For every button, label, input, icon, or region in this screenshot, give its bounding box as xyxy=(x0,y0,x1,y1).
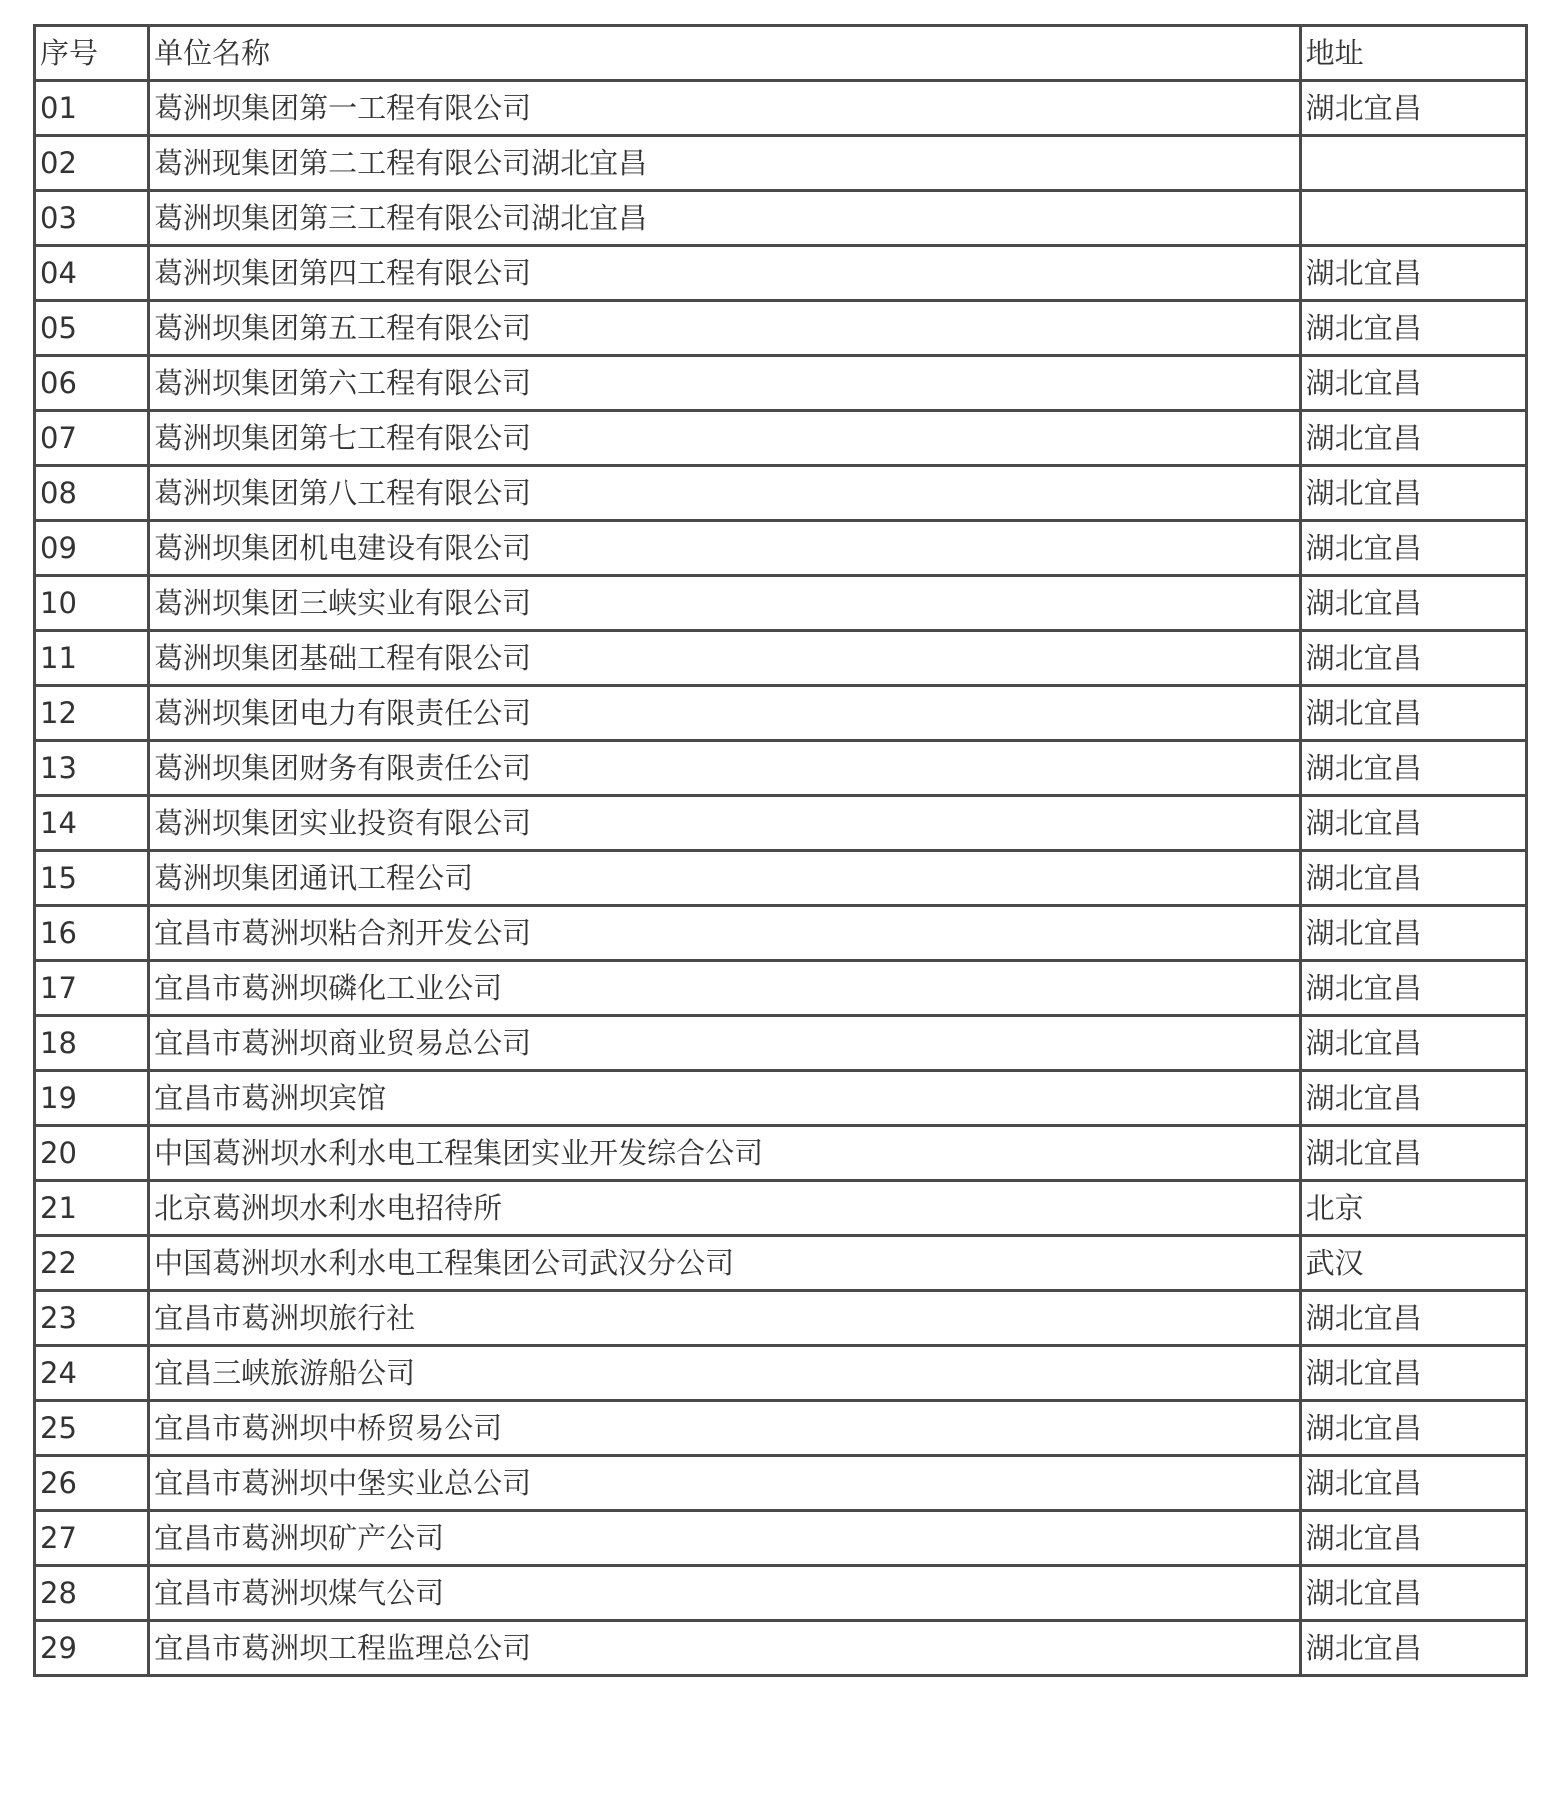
serial-number-cell: 02 xyxy=(35,136,149,191)
unit-name-cell: 葛洲坝集团第一工程有限公司 xyxy=(149,81,1301,136)
unit-name-cell: 宜昌市葛洲坝粘合剂开发公司 xyxy=(149,906,1301,961)
address-cell: 湖北宜昌 xyxy=(1300,906,1526,961)
table-row xyxy=(35,191,1527,246)
serial-number-cell: 17 xyxy=(35,961,149,1016)
units-table xyxy=(33,24,1528,1677)
address-cell: 湖北宜昌 xyxy=(1300,411,1526,466)
address-cell: 北京 xyxy=(1300,1181,1526,1236)
unit-name-cell: 宜昌市葛洲坝中堡实业总公司 xyxy=(149,1456,1301,1511)
serial-number-cell: 29 xyxy=(35,1621,149,1676)
address-cell xyxy=(1300,191,1526,246)
unit-name-cell: 宜昌市葛洲坝宾馆 xyxy=(149,1071,1301,1126)
unit-name-cell: 葛洲坝集团实业投资有限公司 xyxy=(149,796,1301,851)
serial-number-cell: 26 xyxy=(35,1456,149,1511)
serial-number-cell: 14 xyxy=(35,796,149,851)
unit-name-cell: 葛洲坝集团第四工程有限公司 xyxy=(149,246,1301,301)
header-unit-name: 单位名称 xyxy=(149,26,1301,81)
address-cell: 湖北宜昌 xyxy=(1300,796,1526,851)
serial-number-cell: 20 xyxy=(35,1126,149,1181)
table-row xyxy=(35,136,1527,191)
serial-number-cell: 06 xyxy=(35,356,149,411)
address-cell: 湖北宜昌 xyxy=(1300,686,1526,741)
serial-number-cell: 16 xyxy=(35,906,149,961)
table-row xyxy=(35,631,1527,686)
serial-number-cell: 03 xyxy=(35,191,149,246)
serial-number-cell: 28 xyxy=(35,1566,149,1621)
serial-number-cell: 10 xyxy=(35,576,149,631)
table-row xyxy=(35,576,1527,631)
serial-number-cell: 07 xyxy=(35,411,149,466)
address-cell: 湖北宜昌 xyxy=(1300,1401,1526,1456)
address-cell: 湖北宜昌 xyxy=(1300,1511,1526,1566)
table-row xyxy=(35,686,1527,741)
unit-name-cell: 葛洲坝集团三峡实业有限公司 xyxy=(149,576,1301,631)
table-row xyxy=(35,961,1527,1016)
serial-number-cell: 08 xyxy=(35,466,149,521)
unit-name-cell: 宜昌三峡旅游船公司 xyxy=(149,1346,1301,1401)
table-row xyxy=(35,301,1527,356)
table-row xyxy=(35,906,1527,961)
unit-name-cell: 葛洲坝集团第八工程有限公司 xyxy=(149,466,1301,521)
unit-name-cell: 宜昌市葛洲坝商业贸易总公司 xyxy=(149,1016,1301,1071)
table-row xyxy=(35,1071,1527,1126)
address-cell: 湖北宜昌 xyxy=(1300,1346,1526,1401)
address-cell: 湖北宜昌 xyxy=(1300,1456,1526,1511)
address-cell: 湖北宜昌 xyxy=(1300,1071,1526,1126)
serial-number-cell: 04 xyxy=(35,246,149,301)
table-row xyxy=(35,1456,1527,1511)
serial-number-cell: 25 xyxy=(35,1401,149,1456)
unit-name-cell: 葛洲坝集团第三工程有限公司湖北宜昌 xyxy=(149,191,1301,246)
unit-name-cell: 中国葛洲坝水利水电工程集团实业开发综合公司 xyxy=(149,1126,1301,1181)
address-cell: 湖北宜昌 xyxy=(1300,81,1526,136)
address-cell: 湖北宜昌 xyxy=(1300,356,1526,411)
address-cell: 湖北宜昌 xyxy=(1300,1126,1526,1181)
serial-number-cell: 23 xyxy=(35,1291,149,1346)
serial-number-cell: 21 xyxy=(35,1181,149,1236)
address-cell xyxy=(1300,136,1526,191)
table-row xyxy=(35,1291,1527,1346)
unit-name-cell: 北京葛洲坝水利水电招待所 xyxy=(149,1181,1301,1236)
address-cell: 湖北宜昌 xyxy=(1300,521,1526,576)
unit-name-cell: 宜昌市葛洲坝煤气公司 xyxy=(149,1566,1301,1621)
unit-name-cell: 葛洲坝集团第六工程有限公司 xyxy=(149,356,1301,411)
table-row xyxy=(35,741,1527,796)
serial-number-cell: 09 xyxy=(35,521,149,576)
table-row xyxy=(35,411,1527,466)
address-cell: 湖北宜昌 xyxy=(1300,1291,1526,1346)
table-row xyxy=(35,356,1527,411)
unit-name-cell: 宜昌市葛洲坝旅行社 xyxy=(149,1291,1301,1346)
unit-name-cell: 葛洲坝集团第七工程有限公司 xyxy=(149,411,1301,466)
address-cell: 湖北宜昌 xyxy=(1300,246,1526,301)
table-row xyxy=(35,521,1527,576)
table-row xyxy=(35,851,1527,906)
table-row xyxy=(35,1181,1527,1236)
address-cell: 湖北宜昌 xyxy=(1300,466,1526,521)
unit-name-cell: 葛洲现集团第二工程有限公司湖北宜昌 xyxy=(149,136,1301,191)
serial-number-cell: 19 xyxy=(35,1071,149,1126)
address-cell: 湖北宜昌 xyxy=(1300,741,1526,796)
table-row xyxy=(35,1621,1527,1676)
serial-number-cell: 12 xyxy=(35,686,149,741)
unit-name-cell: 宜昌市葛洲坝磷化工业公司 xyxy=(149,961,1301,1016)
table-row xyxy=(35,1016,1527,1071)
table-row xyxy=(35,1401,1527,1456)
address-cell: 湖北宜昌 xyxy=(1300,1016,1526,1071)
unit-name-cell: 葛洲坝集团财务有限责任公司 xyxy=(149,741,1301,796)
unit-name-cell: 中国葛洲坝水利水电工程集团公司武汉分公司 xyxy=(149,1236,1301,1291)
header-address: 地址 xyxy=(1300,26,1526,81)
serial-number-cell: 11 xyxy=(35,631,149,686)
address-cell: 湖北宜昌 xyxy=(1300,1621,1526,1676)
serial-number-cell: 18 xyxy=(35,1016,149,1071)
table-row xyxy=(35,1566,1527,1621)
serial-number-cell: 13 xyxy=(35,741,149,796)
unit-name-cell: 葛洲坝集团基础工程有限公司 xyxy=(149,631,1301,686)
unit-name-cell: 宜昌市葛洲坝矿产公司 xyxy=(149,1511,1301,1566)
table-row xyxy=(35,246,1527,301)
address-cell: 湖北宜昌 xyxy=(1300,576,1526,631)
address-cell: 湖北宜昌 xyxy=(1300,1566,1526,1621)
table-row xyxy=(35,796,1527,851)
header-serial-number: 序号 xyxy=(35,26,149,81)
table-header-row xyxy=(35,26,1527,81)
table-row xyxy=(35,1346,1527,1401)
table-row xyxy=(35,466,1527,521)
table-row xyxy=(35,1511,1527,1566)
serial-number-cell: 05 xyxy=(35,301,149,356)
address-cell: 湖北宜昌 xyxy=(1300,961,1526,1016)
unit-name-cell: 宜昌市葛洲坝工程监理总公司 xyxy=(149,1621,1301,1676)
serial-number-cell: 24 xyxy=(35,1346,149,1401)
serial-number-cell: 01 xyxy=(35,81,149,136)
unit-name-cell: 葛洲坝集团第五工程有限公司 xyxy=(149,301,1301,356)
address-cell: 湖北宜昌 xyxy=(1300,301,1526,356)
serial-number-cell: 15 xyxy=(35,851,149,906)
serial-number-cell: 22 xyxy=(35,1236,149,1291)
address-cell: 湖北宜昌 xyxy=(1300,851,1526,906)
address-cell: 湖北宜昌 xyxy=(1300,631,1526,686)
unit-name-cell: 葛洲坝集团通讯工程公司 xyxy=(149,851,1301,906)
table-row xyxy=(35,1236,1527,1291)
address-cell: 武汉 xyxy=(1300,1236,1526,1291)
unit-name-cell: 宜昌市葛洲坝中桥贸易公司 xyxy=(149,1401,1301,1456)
table-row xyxy=(35,81,1527,136)
table-body xyxy=(35,81,1527,1676)
serial-number-cell: 27 xyxy=(35,1511,149,1566)
unit-name-cell: 葛洲坝集团机电建设有限公司 xyxy=(149,521,1301,576)
table-row xyxy=(35,1126,1527,1181)
unit-name-cell: 葛洲坝集团电力有限责任公司 xyxy=(149,686,1301,741)
